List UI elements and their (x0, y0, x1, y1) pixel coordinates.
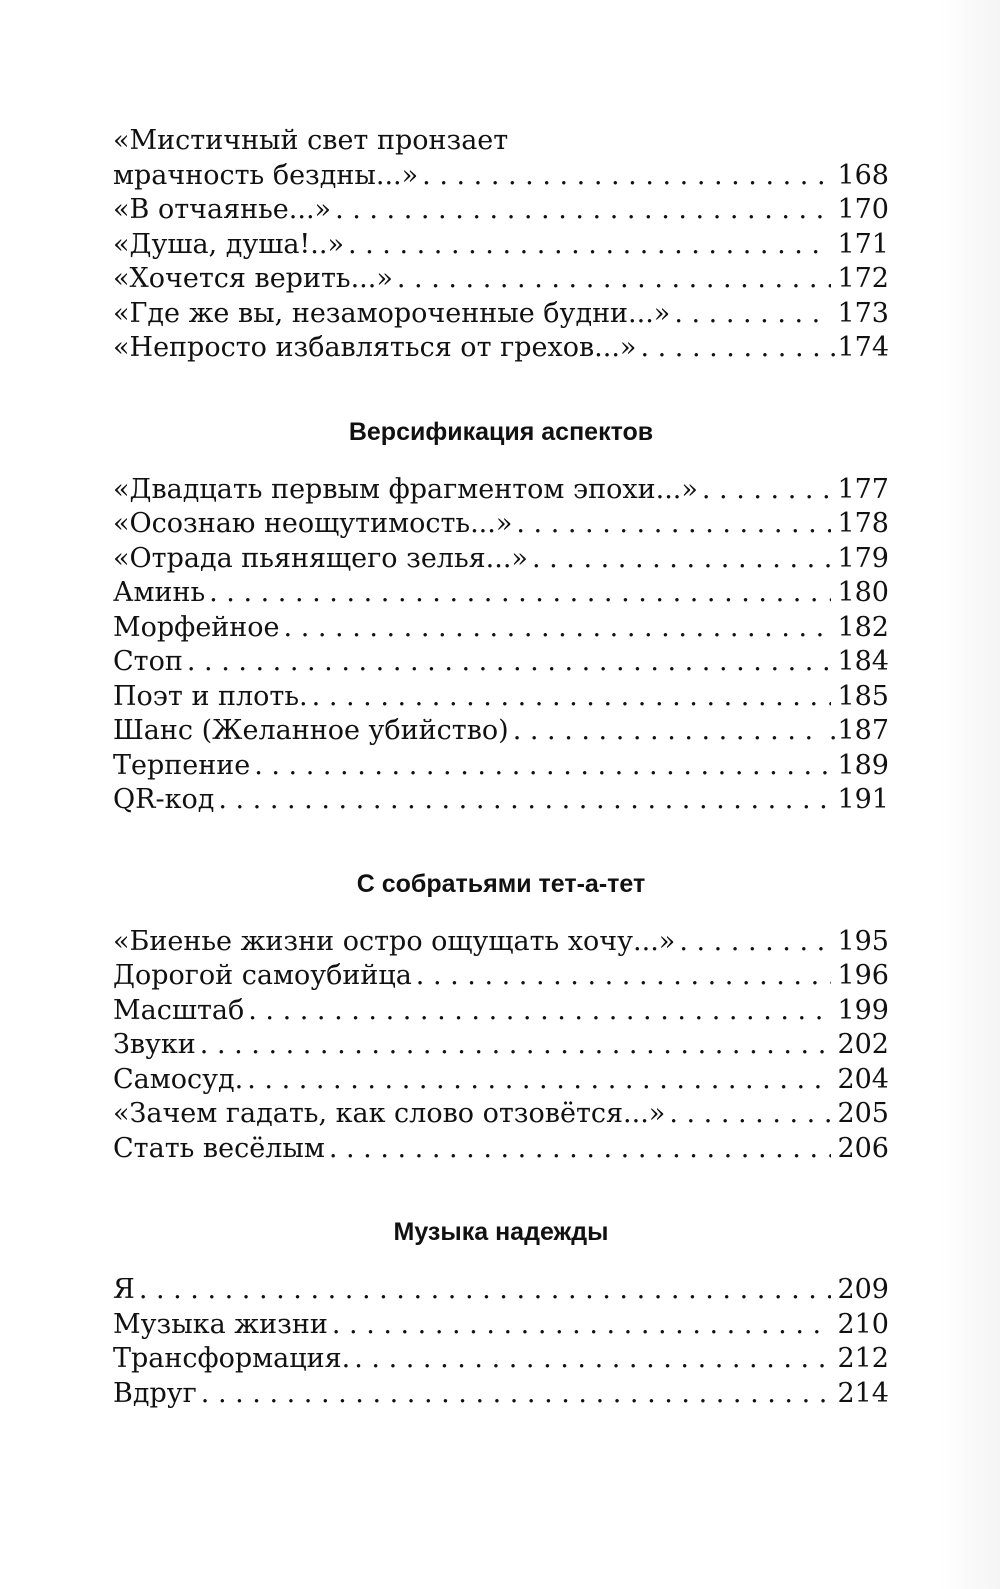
toc-section-list (113, 1273, 889, 1411)
dot-leader (284, 611, 832, 646)
toc-entry (113, 507, 889, 542)
toc-opening-list (113, 124, 889, 366)
toc-entry-title: мрачность бездны...» (113, 159, 419, 191)
dot-leader (354, 1342, 831, 1377)
toc-entry-page: 178 (837, 508, 889, 539)
toc-entry-title: «В отчаянье...» (113, 194, 332, 225)
toc-entry-page: 214 (837, 1377, 889, 1409)
toc-entry-title: Самосуд. (113, 1063, 244, 1095)
toc-entry-page: 170 (837, 194, 889, 225)
toc-entry-title: Я (113, 1274, 135, 1305)
toc-entry (113, 925, 889, 960)
dot-leader (329, 1132, 832, 1167)
toc-entry-title: Музыка жизни (113, 1308, 328, 1340)
toc-entry-page: 199 (837, 994, 889, 1026)
toc-entry-page: 195 (837, 925, 889, 957)
toc-entry-title: Дорогой самоубийца (113, 960, 412, 991)
toc-entry-page: 172 (837, 263, 889, 294)
toc-entry-title: Вдруг (113, 1377, 197, 1409)
dot-leader (187, 645, 832, 680)
toc-entry-title: «Осознаю неощутимость...» (113, 508, 513, 539)
dot-leader (397, 262, 832, 297)
toc-entry (113, 1273, 889, 1308)
toc-entry-title: «Отрада пьянящего зелья...» (113, 542, 528, 574)
toc-entry (113, 1132, 889, 1167)
toc-entry (113, 576, 889, 611)
toc-entry-title: Терпение (113, 749, 251, 781)
toc-entry-title: Масштаб (113, 994, 245, 1026)
section-heading: Версификация аспектов (348, 417, 654, 446)
toc-entry-title: Аминь (113, 577, 206, 608)
toc-entry (113, 1342, 889, 1377)
dot-leader (348, 228, 831, 263)
dot-leader (254, 749, 831, 784)
dot-leader (674, 297, 831, 332)
toc-entry-title: «Непросто избавляться от грехов...» (113, 332, 637, 363)
dot-leader (312, 680, 832, 715)
toc-entry (113, 714, 889, 749)
toc-entry-title: «Зачем гадать, как слово отзовётся...» (113, 1098, 666, 1129)
dot-leader (669, 1097, 831, 1132)
toc-entry-page: 212 (837, 1343, 889, 1374)
toc-entry-page: 205 (837, 1098, 889, 1129)
toc-entry-page: 177 (837, 473, 889, 505)
spacer (113, 1247, 889, 1273)
toc-entry-page: 168 (837, 159, 889, 191)
dot-leader (247, 1063, 831, 1098)
dot-leader (201, 1377, 832, 1412)
toc-entry-page: 180 (837, 577, 889, 608)
dot-leader (139, 1273, 832, 1308)
spacer (113, 899, 889, 925)
spacer (113, 366, 889, 417)
toc-entry-page: 185 (837, 680, 889, 712)
toc-entry (113, 1377, 889, 1412)
toc-entry-title: Звуки (113, 1029, 196, 1060)
toc-entry-page: 202 (837, 1029, 889, 1060)
toc-entry-page: .174 (828, 332, 889, 363)
table-of-contents (113, 124, 889, 1411)
toc-entry-page: 196 (837, 960, 889, 991)
toc-entry (113, 331, 889, 366)
dot-leader (422, 159, 831, 194)
toc-entry-page: 173 (837, 297, 889, 329)
toc-entry (113, 680, 889, 715)
toc-entry (113, 749, 889, 784)
dot-leader (248, 994, 831, 1029)
toc-entry-title-line: «Мистичный свет пронзает (113, 125, 509, 156)
dot-leader (200, 1028, 832, 1063)
spacer (113, 818, 889, 869)
toc-entry (113, 193, 889, 228)
toc-entry-page: 182 (837, 611, 889, 643)
toc-entry (113, 1063, 889, 1098)
section-heading: С собратьями тет-а-тет (356, 869, 646, 898)
dot-leader (679, 925, 831, 960)
toc-entry (113, 1097, 889, 1132)
toc-entry-page: 171 (837, 228, 889, 260)
section-heading: Музыка надежды (393, 1218, 609, 1246)
toc-entry-title: «Двадцать первым фрагментом эпохи...» (113, 473, 698, 505)
toc-section-list (113, 925, 889, 1167)
toc-entry (113, 783, 889, 818)
toc-entry-title: «Биенье жизни остро ощущать хочу...» (113, 925, 676, 957)
toc-entry-title: Стать весёлым (113, 1132, 325, 1164)
toc-entry (113, 1308, 889, 1343)
toc-entry (113, 959, 889, 994)
toc-entry-title: «Душа, душа!..» (113, 228, 344, 260)
toc-entry-title: Поэт и плоть. (113, 680, 308, 712)
dot-leader (416, 959, 832, 994)
dot-leader (640, 331, 822, 366)
dot-leader (532, 542, 831, 577)
toc-section-list (113, 473, 889, 818)
dot-leader (209, 576, 831, 611)
toc-entry-page: 179 (837, 542, 889, 574)
page-edge-shadow (940, 0, 1000, 1589)
toc-entry-page: 184 (837, 646, 889, 677)
dot-leader (218, 783, 831, 818)
toc-entry (113, 228, 889, 263)
toc-entry (113, 1028, 889, 1063)
toc-entry (113, 262, 889, 297)
dot-leader (702, 473, 832, 508)
toc-entry-title: QR-код (113, 784, 215, 815)
dot-leader (516, 507, 831, 542)
toc-entry-page: 204 (837, 1063, 889, 1095)
toc-entry (113, 611, 889, 646)
toc-entry (113, 542, 889, 577)
dot-leader (332, 1308, 832, 1343)
toc-entry (113, 994, 889, 1029)
toc-entry (113, 473, 889, 508)
dot-leader (335, 193, 831, 228)
dot-leader (513, 714, 823, 749)
toc-entry (113, 297, 889, 332)
toc-entry-page: 209 (837, 1274, 889, 1305)
toc-entry-title: Морфейное (113, 611, 280, 643)
spacer (113, 447, 889, 473)
toc-entry-page: 206 (837, 1132, 889, 1164)
toc-entry-page: 189 (837, 749, 889, 781)
spacer (113, 1166, 889, 1217)
toc-entry (113, 159, 889, 194)
toc-entry-page: 191 (837, 784, 889, 815)
toc-entry-title: «Где же вы, незамороченные будни...» (113, 297, 671, 329)
toc-entry-title: Шанс (Желанное убийство) (113, 715, 509, 746)
toc-entry-page: .187 (828, 715, 889, 746)
toc-entry (113, 645, 889, 680)
toc-entry-title: Стоп (113, 646, 183, 677)
toc-entry-title: «Хочется верить...» (113, 263, 393, 294)
toc-entry-title: Трансформация. (113, 1343, 351, 1374)
toc-entry-page: 210 (837, 1308, 889, 1340)
